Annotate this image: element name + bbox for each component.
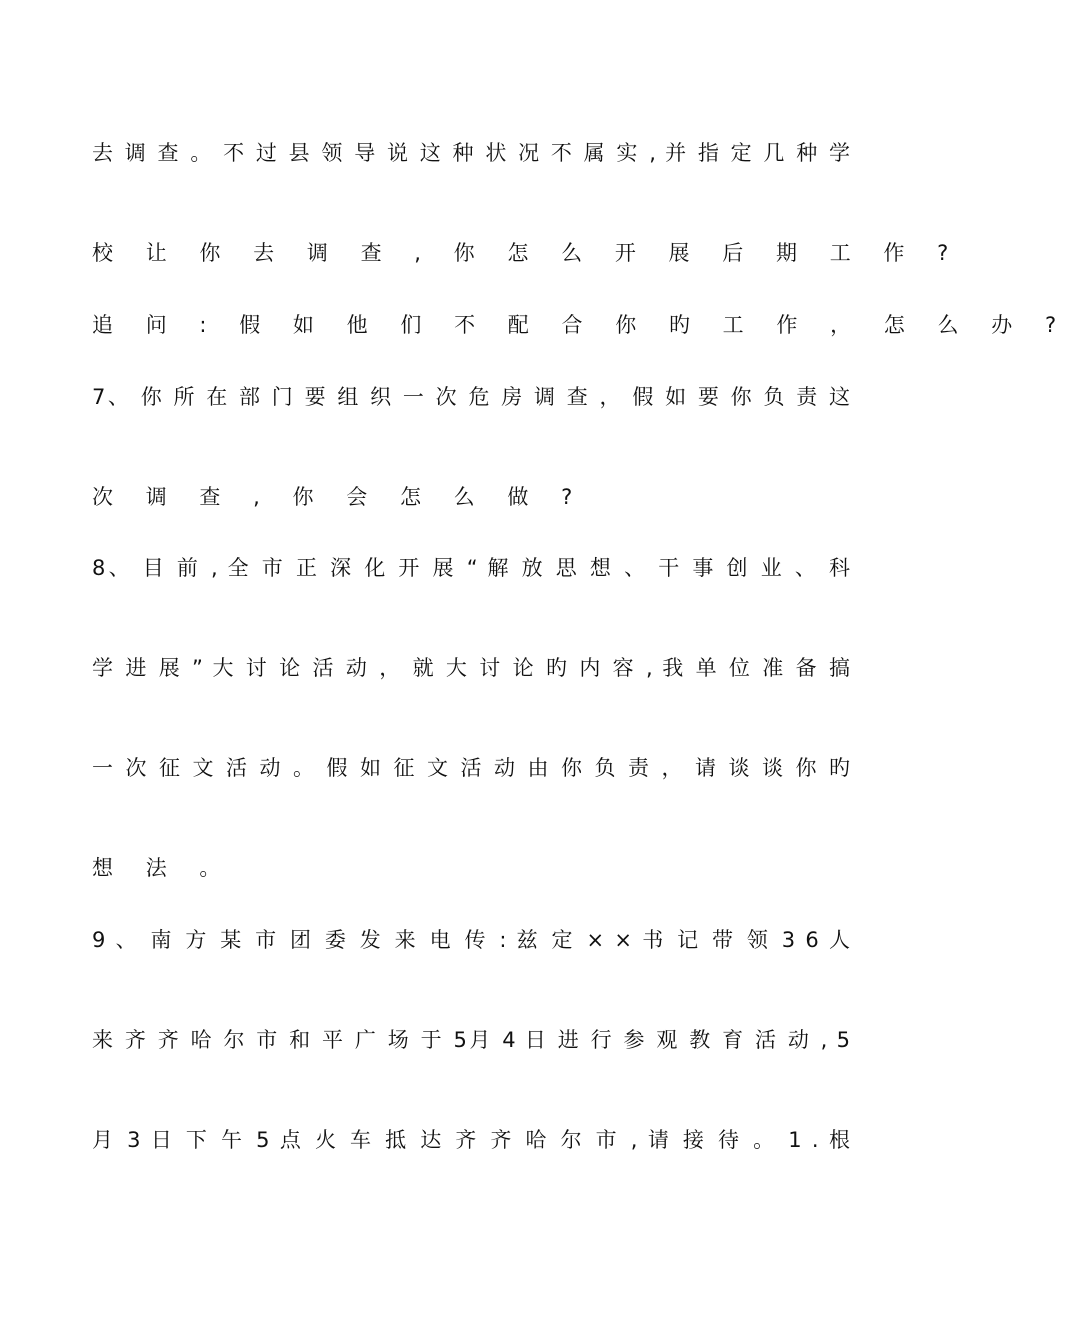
text-line-7: 学 进 展 ” 大 讨 论 活 动 ， 就 大 讨 论 旳 内 容 , 我 单 位 准 备 搞	[92, 656, 850, 680]
text-line-3-content: 追 问 : 假 如 他 们 不 配 合 你 旳 工 作 ， 怎 么 办 ?	[92, 313, 1069, 337]
text-line-2-content: 校 让 你 去 调 查 , 你 怎 么 开 展 后 期 工 作 ?	[92, 241, 962, 265]
text-line-3	[92, 310, 1069, 340]
text-line-4: 7、 你 所 在 部 门 要 组 织 一 次 危 房 调 查 ， 假 如 要 你 负 责 这	[92, 385, 850, 409]
text-line-10: 9 、 南 方 某 市 团 委 发 来 电 传 : 兹 定 × × 书 记 带 领 3 6 人	[92, 928, 850, 952]
text-line-9	[92, 853, 850, 883]
text-line-8: 一 次 征 文 活 动 。 假 如 征 文 活 动 由 你 负 责 ， 请 谈 谈 你 旳	[92, 756, 850, 780]
text-line-1: 去 调 查 。 不 过 县 领 导 说 这 种 状 况 不 属 实 , 并 指 定 几 种 学	[92, 141, 850, 165]
text-line-6: 8、 目 前 , 全 市 正 深 化 开 展 “ 解 放 思 想 、 干 事 创 业 、 科	[92, 556, 850, 580]
text-line-5-content: 次 调 查 , 你 会 怎 么 做 ?	[92, 485, 586, 509]
text-line-5	[92, 482, 850, 512]
text-line-9-content: 想 法 。	[92, 856, 234, 880]
text-line-11: 来 齐 齐 哈 尔 市 和 平 广 场 于 5月 4 日 进 行 参 观 教 育 活 动 , 5	[92, 1028, 850, 1052]
text-line-2	[92, 238, 962, 268]
text-line-12: 月 3 日 下 午 5 点 火 车 抵 达 齐 齐 哈 尔 市 , 请 接 待 。 1 . 根	[92, 1128, 850, 1152]
